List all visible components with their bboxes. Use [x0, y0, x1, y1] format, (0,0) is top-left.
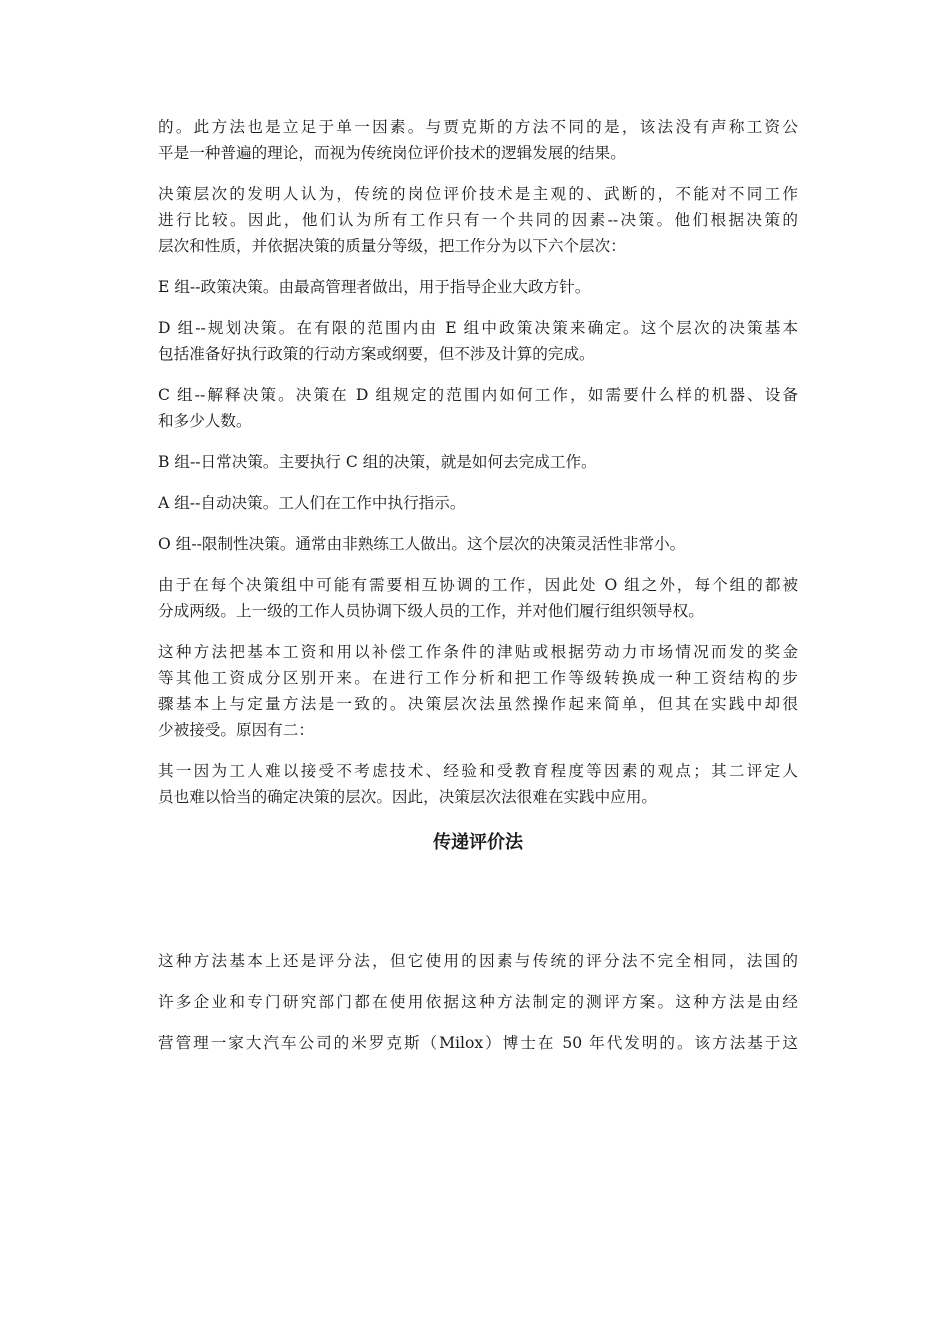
text-line: 决策层次的发明人认为，传统的岗位评价技术是主观的、武断的，不能对不同工作	[158, 185, 798, 203]
paragraph	[158, 490, 798, 516]
paragraph	[158, 572, 798, 624]
text-line: B 组--日常决策。主要执行 C 组的决策，就是如何去完成工作。	[158, 453, 597, 471]
text-line: 许多企业和专门研究部门都在使用依据这种方法制定的测评方案。这种方法是由经	[158, 993, 798, 1011]
text-line: A 组--自动决策。工人们在工作中执行指示。	[158, 494, 466, 512]
text-line: 员也难以恰当的确定决策的层次。因此，决策层次法很难在实践中应用。	[158, 788, 658, 806]
text-line: 等其他工资成分区别开来。在进行工作分析和把工作等级转换成一种工资结构的步	[158, 669, 798, 687]
text-line: 层次和性质，并依据决策的质量分等级，把工作分为以下六个层次：	[158, 237, 626, 255]
text-line: D 组--规划决策。在有限的范围内由 E 组中政策决策来确定。这个层次的决策基本	[158, 319, 798, 337]
text-line: 进行比较。因此，他们认为所有工作只有一个共同的因素--决策。他们根据决策的	[158, 211, 798, 229]
text-line: 骤基本上与定量方法是一致的。决策层次法虽然操作起来简单，但其在实践中却很	[158, 695, 798, 713]
paragraph	[158, 758, 798, 810]
paragraph	[158, 315, 798, 367]
text-line: 平是一种普遍的理论，而视为传统岗位评价技术的逻辑发展的结果。	[158, 144, 626, 162]
text-line: 营管理一家大汽车公司的米罗克斯（Milox）博士在 50 年代发明的。该方法基于这	[158, 1034, 798, 1052]
text-line: 由于在每个决策组中可能有需要相互协调的工作，因此处 O 组之外，每个组的都被	[158, 576, 798, 594]
text-line: 的。此方法也是立足于单一因素。与贾克斯的方法不同的是，该法没有声称工资公	[158, 118, 798, 136]
text-line: O 组--限制性决策。通常由非熟练工人做出。这个层次的决策灵活性非常小。	[158, 535, 686, 553]
paragraph	[158, 639, 798, 743]
paragraph	[158, 948, 798, 1056]
text-line: 分成两级。上一级的工作人员协调下级人员的工作，并对他们履行组织领导权。	[158, 602, 704, 620]
text-line: 少被接受。原因有二：	[158, 721, 314, 739]
paragraph	[158, 114, 798, 166]
text-line: C 组--解释决策。决策在 D 组规定的范围内如何工作，如需要什么样的机器、设备	[158, 386, 798, 404]
text-line: E 组--政策决策。由最高管理者做出，用于指导企业大政方针。	[158, 278, 591, 296]
paragraph	[158, 274, 798, 300]
paragraph	[158, 181, 798, 259]
text-line: 这种方法基本上还是评分法，但它使用的因素与传统的评分法不完全相同，法国的	[158, 952, 798, 970]
paragraph	[158, 531, 798, 557]
paragraph	[158, 449, 798, 475]
text-line: 包括准备好执行政策的行动方案或纲要，但不涉及计算的完成。	[158, 345, 595, 363]
text-line: 其一因为工人难以接受不考虑技术、经验和受教育程度等因素的观点；其二评定人	[158, 762, 798, 780]
paragraph	[158, 382, 798, 434]
text-line: 和多少人数。	[158, 412, 252, 430]
section-heading: 传递评价法	[433, 832, 523, 853]
document-body	[158, 114, 798, 1056]
text-line: 这种方法把基本工资和用以补偿工作条件的津贴或根据劳动力市场情况而发的奖金	[158, 643, 798, 661]
